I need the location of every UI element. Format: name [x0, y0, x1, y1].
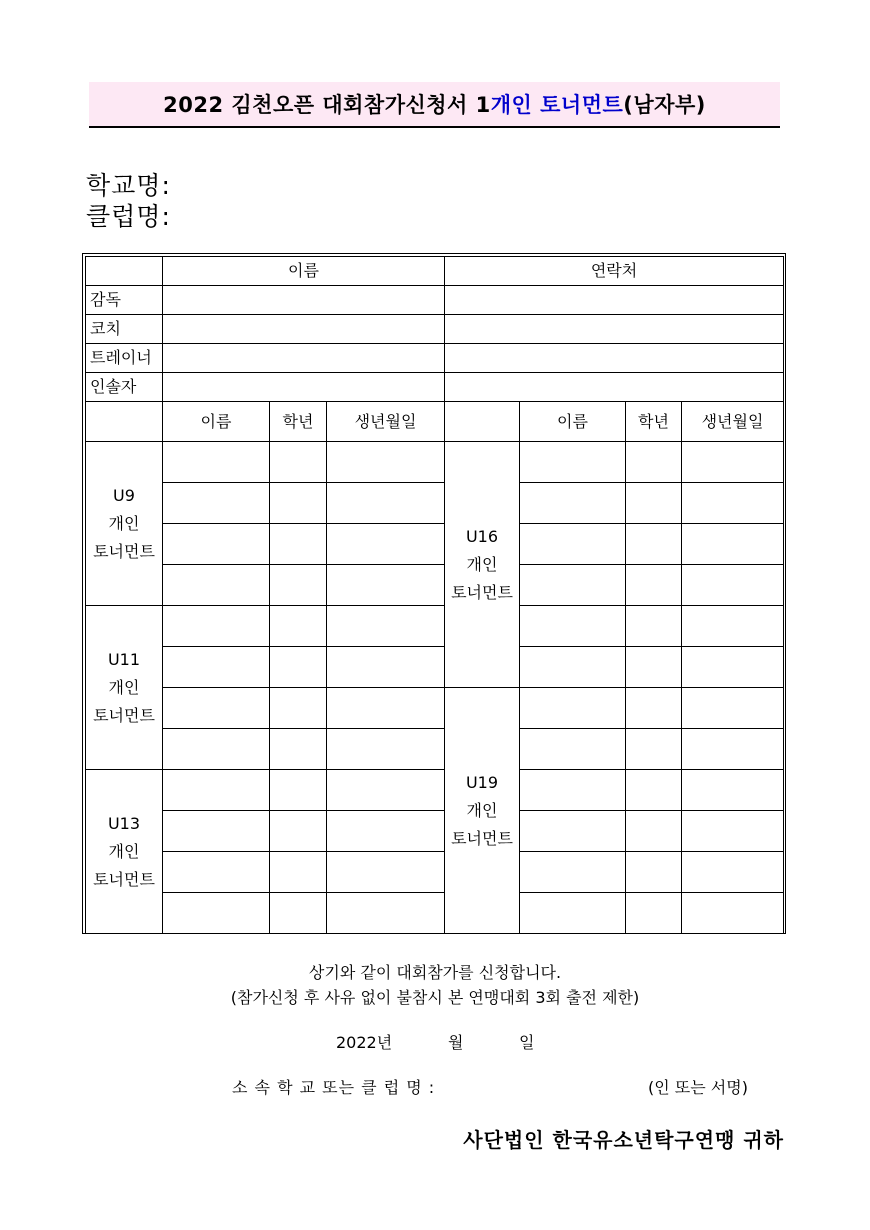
affiliation-label: 소 속 학 교 또는 클 럽 명 :	[232, 1078, 436, 1097]
player-name-input[interactable]	[520, 770, 626, 811]
player-name-input[interactable]	[163, 647, 270, 688]
player-grade-input[interactable]	[626, 442, 682, 483]
staff-contact-header: 연락처	[445, 257, 784, 286]
player-grade-input[interactable]	[270, 688, 327, 729]
player-grade-header: 학년	[626, 402, 682, 442]
player-grade-input[interactable]	[270, 442, 327, 483]
player-birthdate-input[interactable]	[327, 729, 445, 770]
player-header-row	[86, 402, 784, 442]
player-name-input[interactable]	[520, 524, 626, 565]
player-birthdate-input[interactable]	[327, 483, 445, 524]
player-name-input[interactable]	[520, 811, 626, 852]
school-name-label: 학교명:	[86, 171, 171, 200]
player-birthdate-input[interactable]	[327, 565, 445, 606]
player-row	[86, 565, 784, 606]
player-birthdate-input[interactable]	[327, 811, 445, 852]
player-name-input[interactable]	[163, 770, 270, 811]
player-grade-input[interactable]	[270, 483, 327, 524]
player-birthdate-header: 생년월일	[682, 402, 784, 442]
category-u11: U11 개인 토너먼트	[86, 606, 163, 770]
player-grade-input[interactable]	[270, 524, 327, 565]
player-name-input[interactable]	[520, 852, 626, 893]
staff-row	[86, 373, 784, 402]
player-birthdate-input[interactable]	[682, 442, 784, 483]
player-name-input[interactable]	[520, 647, 626, 688]
player-grade-input[interactable]	[626, 565, 682, 606]
role-label: 트레이너	[86, 344, 163, 373]
role-label: 코치	[86, 315, 163, 344]
staff-row	[86, 344, 784, 373]
player-name-input[interactable]	[163, 524, 270, 565]
player-grade-input[interactable]	[626, 688, 682, 729]
player-grade-input[interactable]	[626, 647, 682, 688]
player-grade-input[interactable]	[626, 852, 682, 893]
date-day: 일	[519, 1033, 535, 1052]
player-name-header: 이름	[520, 402, 626, 442]
player-row	[86, 893, 784, 934]
player-grade-input[interactable]	[626, 524, 682, 565]
player-name-input[interactable]	[163, 606, 270, 647]
player-name-input[interactable]	[520, 688, 626, 729]
form-title	[89, 82, 780, 128]
player-row	[86, 688, 784, 729]
player-grade-input[interactable]	[270, 770, 327, 811]
category-u16: U16 개인 토너먼트	[445, 442, 520, 688]
player-grade-header: 학년	[270, 402, 327, 442]
player-birthdate-input[interactable]	[327, 442, 445, 483]
blank-cell	[86, 257, 163, 286]
player-row	[86, 483, 784, 524]
player-grade-input[interactable]	[626, 770, 682, 811]
staff-contact-input[interactable]	[445, 373, 784, 402]
player-birthdate-input[interactable]	[682, 893, 784, 934]
player-name-input[interactable]	[163, 852, 270, 893]
player-grade-input[interactable]	[270, 565, 327, 606]
player-birthdate-input[interactable]	[682, 852, 784, 893]
player-grade-input[interactable]	[270, 729, 327, 770]
player-name-input[interactable]	[163, 442, 270, 483]
staff-header-row	[86, 257, 784, 286]
player-grade-input[interactable]	[270, 893, 327, 934]
signature-note: (인 또는 서명)	[648, 1078, 748, 1097]
player-birthdate-input[interactable]	[327, 893, 445, 934]
staff-name-input[interactable]	[163, 373, 445, 402]
player-birthdate-input[interactable]	[682, 770, 784, 811]
player-name-input[interactable]	[163, 729, 270, 770]
player-row	[86, 647, 784, 688]
player-row	[86, 811, 784, 852]
player-birthdate-input[interactable]	[682, 483, 784, 524]
player-grade-input[interactable]	[626, 606, 682, 647]
player-grade-input[interactable]	[626, 729, 682, 770]
blank-cell	[445, 402, 520, 442]
player-row	[86, 442, 784, 483]
title-prefix: 2022 김천오픈 대회참가신청서 1	[163, 93, 491, 117]
staff-contact-input[interactable]	[445, 286, 784, 315]
player-name-input[interactable]	[520, 565, 626, 606]
role-label: 감독	[86, 286, 163, 315]
player-birthdate-input[interactable]	[682, 811, 784, 852]
player-birthdate-header: 생년월일	[327, 402, 445, 442]
player-grade-input[interactable]	[270, 606, 327, 647]
player-birthdate-input[interactable]	[327, 647, 445, 688]
player-name-input[interactable]	[163, 811, 270, 852]
player-birthdate-input[interactable]	[327, 688, 445, 729]
staff-row	[86, 286, 784, 315]
staff-name-input[interactable]	[163, 315, 445, 344]
player-grade-input[interactable]	[626, 811, 682, 852]
player-grade-input[interactable]	[270, 811, 327, 852]
player-row	[86, 770, 784, 811]
staff-row	[86, 315, 784, 344]
player-row	[86, 729, 784, 770]
player-grade-input[interactable]	[626, 483, 682, 524]
player-name-input[interactable]	[520, 606, 626, 647]
player-birthdate-input[interactable]	[682, 565, 784, 606]
absence-penalty-note: (참가신청 후 사유 없이 불참시 본 연맹대회 3회 출전 제한)	[230, 988, 640, 1007]
player-grade-input[interactable]	[270, 852, 327, 893]
addressee: 사단법인 한국유소년탁구연맹 귀하	[463, 1128, 784, 1152]
player-name-header: 이름	[163, 402, 270, 442]
player-name-input[interactable]	[520, 483, 626, 524]
title-suffix: (남자부)	[623, 93, 706, 117]
player-birthdate-input[interactable]	[682, 524, 784, 565]
player-name-input[interactable]	[520, 893, 626, 934]
category-u13: U13 개인 토너먼트	[86, 770, 163, 934]
player-name-input[interactable]	[163, 893, 270, 934]
role-label: 인솔자	[86, 373, 163, 402]
staff-name-header: 이름	[163, 257, 445, 286]
player-birthdate-input[interactable]	[682, 606, 784, 647]
club-name-label: 클럽명:	[86, 202, 171, 231]
player-grade-input[interactable]	[626, 893, 682, 934]
staff-name-input[interactable]	[163, 286, 445, 315]
registration-table	[85, 256, 784, 934]
blank-cell	[86, 402, 163, 442]
staff-contact-input[interactable]	[445, 344, 784, 373]
player-name-input[interactable]	[163, 688, 270, 729]
category-u19: U19 개인 토너먼트	[445, 688, 520, 934]
player-birthdate-input[interactable]	[682, 729, 784, 770]
player-name-input[interactable]	[163, 483, 270, 524]
player-row	[86, 524, 784, 565]
player-birthdate-input[interactable]	[682, 647, 784, 688]
staff-name-input[interactable]	[163, 344, 445, 373]
staff-contact-input[interactable]	[445, 315, 784, 344]
player-name-input[interactable]	[520, 442, 626, 483]
title-highlight: 개인 토너먼트	[490, 93, 624, 117]
date-month: 월	[448, 1033, 464, 1052]
player-row	[86, 606, 784, 647]
player-birthdate-input[interactable]	[682, 688, 784, 729]
date-year: 2022년	[336, 1033, 393, 1052]
player-birthdate-input[interactable]	[327, 770, 445, 811]
player-birthdate-input[interactable]	[327, 852, 445, 893]
player-row	[86, 852, 784, 893]
player-birthdate-input[interactable]	[327, 524, 445, 565]
player-birthdate-input[interactable]	[327, 606, 445, 647]
category-u9: U9 개인 토너먼트	[86, 442, 163, 606]
application-statement: 상기와 같이 대회참가를 신청합니다.	[308, 963, 562, 982]
player-name-input[interactable]	[520, 729, 626, 770]
player-name-input[interactable]	[163, 565, 270, 606]
player-grade-input[interactable]	[270, 647, 327, 688]
